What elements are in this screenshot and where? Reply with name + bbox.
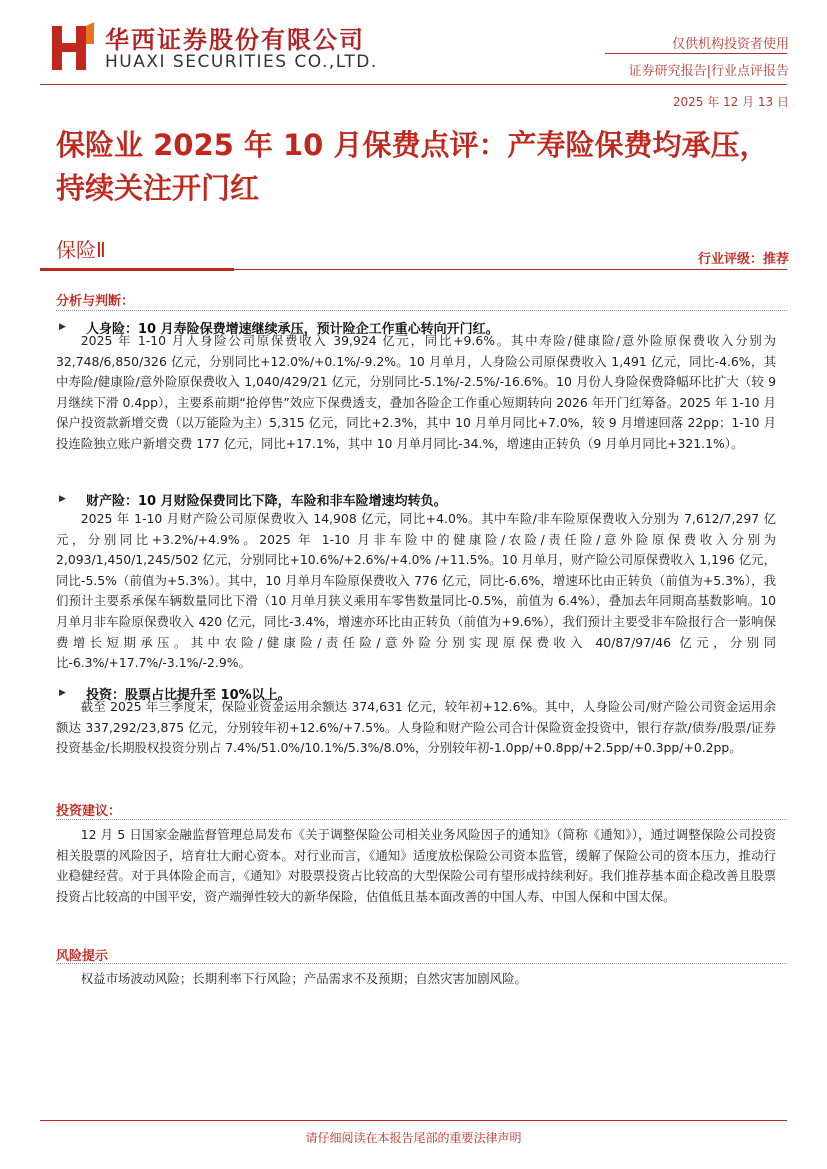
company-name-en: HUAXI SECURITIES CO.,LTD.	[105, 52, 378, 72]
title-underline-thick	[40, 268, 234, 271]
life-insurance-heading: 人身险：10 月寿险保费增速继续承压，预计险企工作重心转向开门红。	[86, 322, 499, 337]
bullet-icon: ▶	[59, 322, 66, 332]
risk-paragraph: 权益市场波动风险；长期利率下行风险；产品需求不及预期；自然灾害加剧风险。	[80, 971, 527, 986]
bullet-icon: ▶	[59, 494, 66, 504]
property-insurance-paragraph: 2025 年 1-10 月财产险公司原保费收入 14,908 亿元，同比+4.0%。其中车险/非车险原保费收入分别为 7,612/7,297 亿元，分别同比+3.2%/+4.9%。2025 年 1-10 月非车险中的健康险/农险/责任险/意外险原保费收入分别为 2,093/1,450/1,245/502 亿元，分别同比+10.6%/+2.6%/+4.0% /+11.5%。10 月单月，财产险公司原保费收入 1,196 亿元，同比-5.5%（前值为+5.3%）。其中，10 月单月车险原保费收入 776 亿元，同比-6.6%，增速环比由正转负（前值为+5.3%），我们预计主要系承保车辆数量同比下滑（10 月单月狭义乘用车零售数量同比-0.5%，前值为 6.4%），叠加去年同期高基数影响。10 月单月非车险原保费收入 420 亿元，同比-3.4%，增速亦环比由正转负（前值为+9.6%），我们预计主要受非车险报行合一影响保费增长短期承压。其中农险/健康险/责任险/意外险分别实现原保费收入 40/87/97/46 亿元，分别同比-6.3%/+17.7%/-3.1%/-2.9%。	[56, 511, 776, 671]
company-name-cn: 华西证券股份有限公司	[105, 26, 365, 54]
industry-rating: 行业评级：推荐	[697, 252, 789, 267]
advice-heading: 投资建议：	[56, 804, 122, 819]
report-date: 2025 年 12 月 13 日	[672, 95, 789, 109]
risk-heading: 风险提示	[56, 949, 109, 964]
investment-heading: 投资：股票占比提升至 10%以上。	[86, 688, 291, 703]
investment-paragraph: 截至 2025 年三季度末，保险业资金运用余额达 374,631 亿元，较年初+12.6%。其中，人身险公司/财产险公司资金运用余额达 337,292/23,875 亿元，分别较年初+12.6%/+7.5%。人身险和财产险公司合计保险资金投资中，银行存款/债券/股票/证券投资基金/长期股权投资分别占 7.4%/51.0%/10.1%/5.3%/8.0%，分别较年初-1.0pp/+0.8pp/+2.5pp/+0.3pp/+0.2pp。	[56, 699, 776, 756]
header-divider-1	[605, 53, 787, 54]
advice-divider	[56, 819, 787, 820]
risk-divider	[56, 963, 787, 964]
legal-notice: 请仔细阅读在本报告尾部的重要法律声明	[305, 1131, 522, 1145]
header-divider-2	[40, 84, 787, 85]
huaxi-logo-icon	[50, 22, 94, 72]
sector-label: 保险Ⅱ	[56, 238, 106, 262]
advice-paragraph: 12 月 5 日国家金融监督管理总局发布《关于调整保险公司相关业务风险因子的通知》（简称《通知》），通过调整保险公司投资相关股票的风险因子，培育壮大耐心资本。对行业而言，《通知》适度放松保险公司资本监管，缓解了保险公司的资本压力，推动行业稳健经营。对于具体险企而言，《通知》对股票投资占比较高的大型保险公司有望形成持续利好。我们推荐基本面企稳改善且股票投资占比较高的中国平安，资产端弹性较大的新华保险，估值低且基本面改善的中国人寿、中国人保和中国太保。	[56, 827, 776, 904]
audience-note: 仅供机构投资者使用	[671, 37, 789, 52]
report-type: 证券研究报告|行业点评报告	[628, 64, 789, 79]
analysis-divider	[56, 310, 787, 311]
analysis-heading: 分析与判断：	[56, 294, 135, 309]
report-title: 保险业 2025 年 10 月保费点评：产寿险保费均承压，持续关注开门红	[56, 128, 769, 205]
property-insurance-heading: 财产险：10 月财险保费同比下降，车险和非车险增速均转负。	[86, 494, 447, 509]
life-insurance-paragraph: 2025 年 1-10 月人身险公司原保费收入 39,924 亿元，同比+9.6%。其中寿险/健康险/意外险原保费收入分别为 32,748/6,850/326 亿元，分别同比+12.0%/+0.1%/-9.2%。10 月单月，人身险公司原保费收入 1,491 亿元，同比-4.6%，其中寿险/健康险/意外险原保费收入 1,040/429/21 亿元，分别同比-5.1%/-2.5%/-16.6%。10 月份人身险保费降幅环比扩大（较 9 月继续下滑 0.4pp），主要系前期“抢停售”效应下保费透支，叠加各险企工作重心短期转向 2026 年开门红筹备。2025 年 1-10 月保户投资款新增交费（以万能险为主）5,315 亿元，同比+2.3%，其中 10 月单月同比+7.0%，较 9 月增速回落 22pp；1-10 月投连险独立账户新增交费 177 亿元，同比+17.1%，其中 10 月单月同比-34.%，增速由正转负（9 月单月同比+321.1%）。	[56, 333, 776, 451]
title-underline-thin	[234, 269, 787, 270]
bullet-icon: ▶	[59, 688, 66, 698]
footer-divider	[40, 1120, 787, 1121]
